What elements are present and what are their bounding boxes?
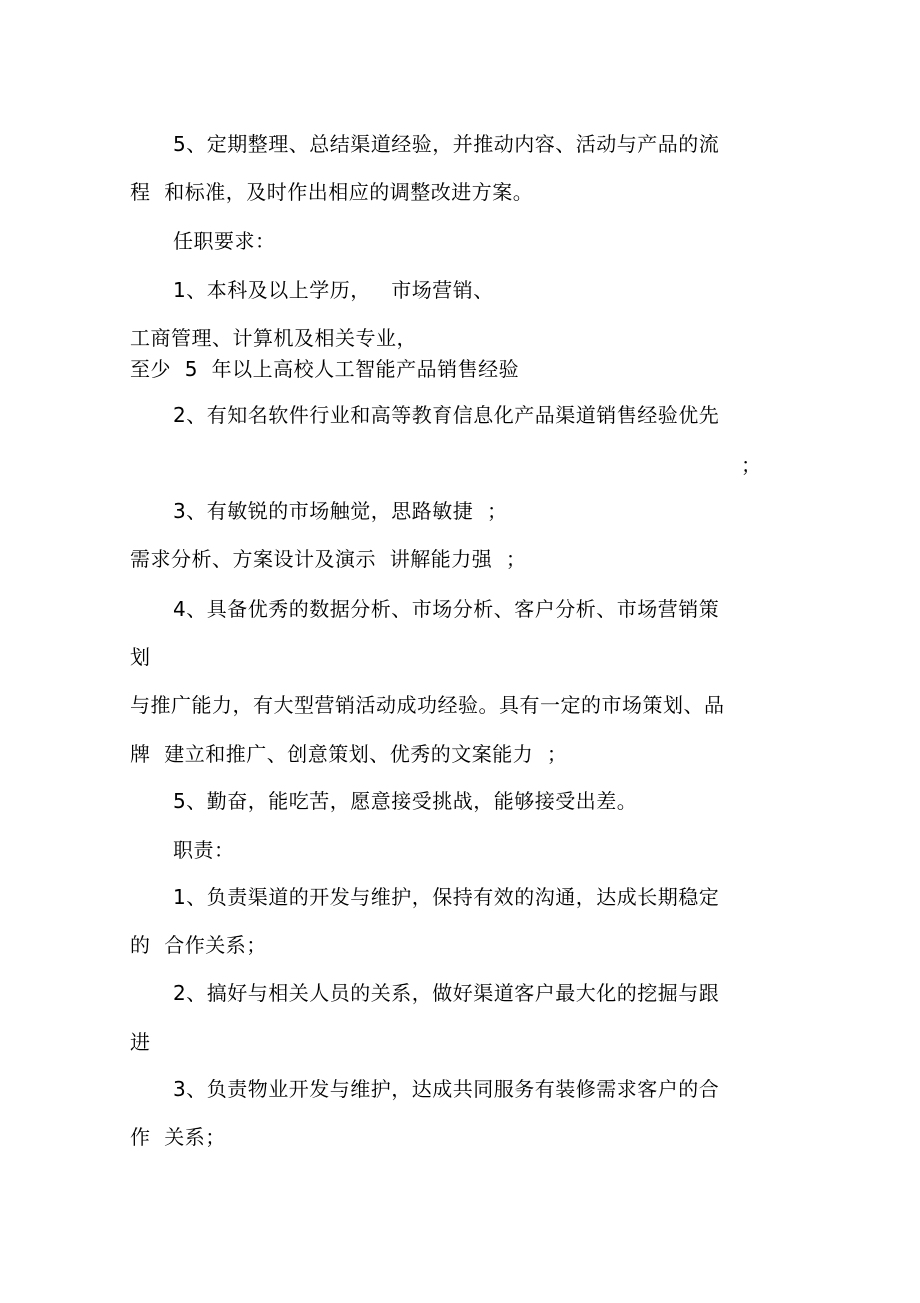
text-line: ； [741,453,762,477]
text-line: 与推广能力，有大型营销活动成功经验。具有一定的市场策划、品 [130,693,725,717]
text-line: 5、定期整理、总结渠道经验，并推动内容、活动与产品的流 [173,132,720,156]
text-line: 4、具备优秀的数据分析、市场分析、客户分析、市场营销策 [173,597,720,621]
text-line: 5、勤奋，能吃苦，愿意接受挑战，能够接受出差。 [173,789,638,813]
text-line: 牌 建立和推广、创意策划、优秀的文案能力 ； [130,742,568,766]
text-line: 作 关系； [130,1125,226,1149]
text-line: 划 [130,645,151,669]
text-line: 3、负责物业开发与维护，达成共同服务有装修需求客户的合 [173,1077,720,1101]
section-heading: 职责： [173,838,235,862]
text-line: 1、负责渠道的开发与维护，保持有效的沟通，达成长期稳定 [173,885,720,909]
text-line: 需求分析、方案设计及演示 讲解能力强 ； [130,547,527,571]
text-line: 的 合作关系； [130,933,267,957]
text-line: 2、搞好与相关人员的关系，做好渠道客户最大化的挖掘与跟 [173,981,720,1005]
section-heading: 任职要求： [173,229,276,253]
text-line: 3、有敏锐的市场触觉，思路敏捷 ； [173,499,508,523]
text-line: 工商管理、计算机及相关专业， [130,326,417,350]
text-line: 进 [130,1030,151,1054]
text-line: 至少 5 年以上高校人工智能产品销售经验 [130,357,520,381]
text-line: 1、本科及以上学历， 市场营销、 [173,278,494,302]
text-line: 2、有知名软件行业和高等教育信息化产品渠道销售经验优先 [173,403,720,427]
text-line: 程 和标准，及时作出相应的调整改进方案。 [130,180,534,204]
